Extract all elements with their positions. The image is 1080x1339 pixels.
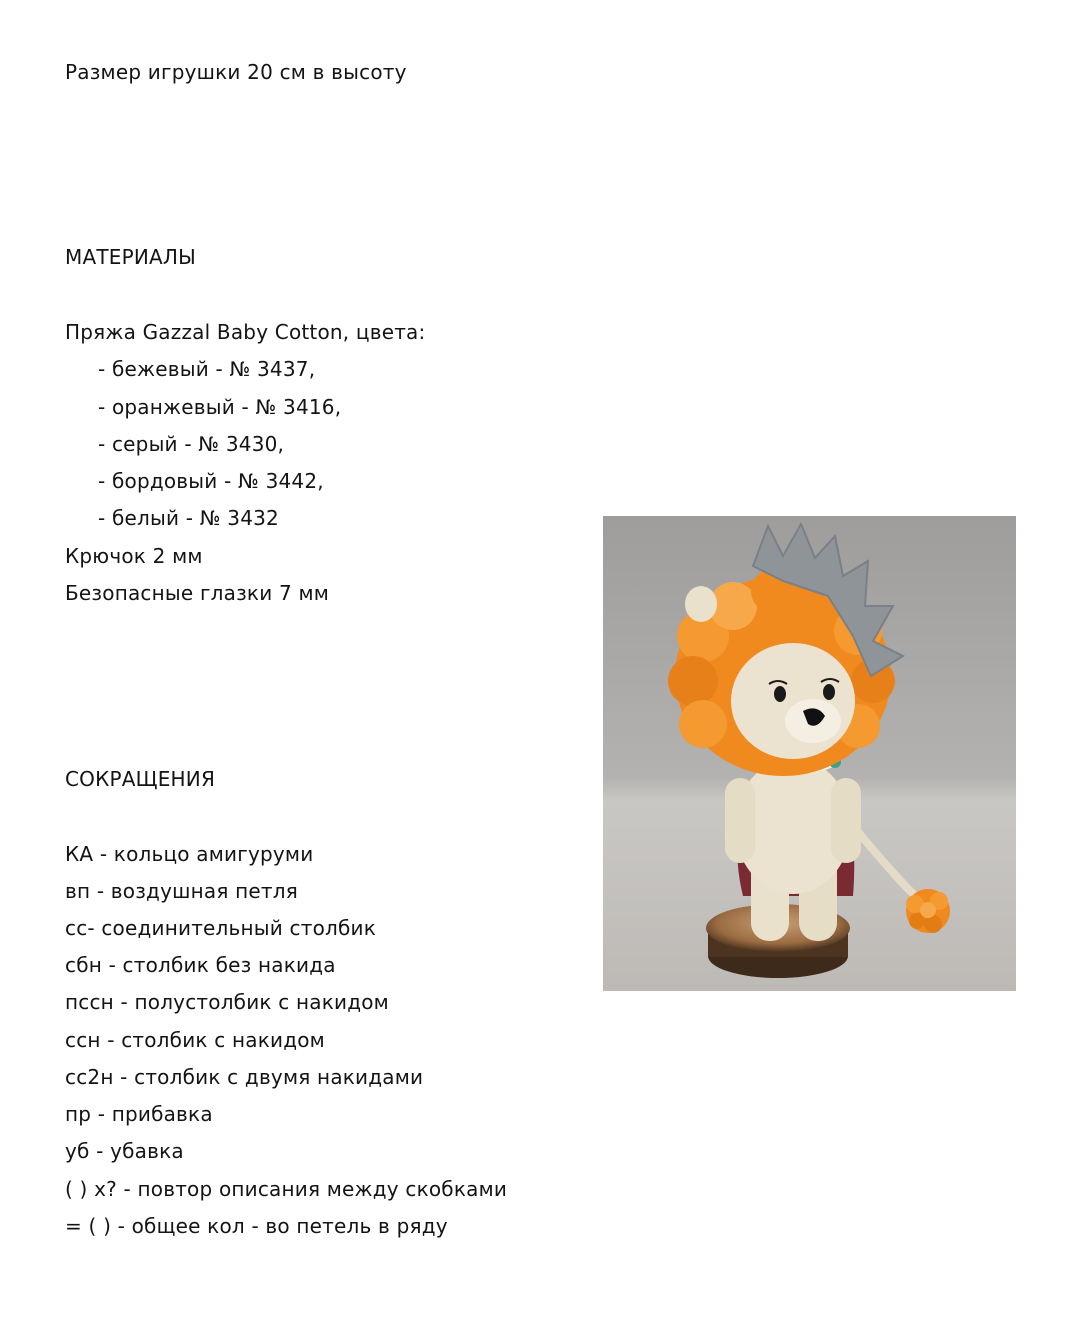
color-item: - бежевый - № 3437, bbox=[98, 357, 316, 381]
abbreviation-item: сс- соединительный столбик bbox=[65, 916, 377, 940]
left-eye bbox=[774, 686, 786, 702]
yarn-text: Пряжа Gazzal Baby Cotton, цвета: bbox=[65, 320, 426, 344]
abbreviation-item: уб - убавка bbox=[65, 1139, 184, 1163]
abbreviation-item: вп - воздушная петля bbox=[65, 879, 298, 903]
right-eye bbox=[823, 684, 835, 700]
eyes-text: Безопасные глазки 7 мм bbox=[65, 581, 330, 605]
lion-ear bbox=[685, 586, 717, 622]
toy-size-text: Размер игрушки 20 см в высоту bbox=[65, 60, 407, 84]
abbreviation-item: ( ) х? - повтор описания между скобками bbox=[65, 1177, 508, 1201]
abbreviation-item: пссн - полустолбик с накидом bbox=[65, 990, 389, 1014]
abbreviation-item: сбн - столбик без накида bbox=[65, 953, 336, 977]
color-item: - серый - № 3430, bbox=[98, 432, 285, 456]
lion-toy-photo bbox=[603, 516, 1016, 991]
abbreviation-item: КА - кольцо амигуруми bbox=[65, 842, 314, 866]
lion-face bbox=[731, 643, 855, 759]
color-item: - белый - № 3432 bbox=[98, 506, 279, 530]
color-item: - оранжевый - № 3416, bbox=[98, 395, 342, 419]
abbreviations-heading: СОКРАЩЕНИЯ bbox=[65, 767, 216, 791]
color-item: - бордовый - № 3442, bbox=[98, 469, 324, 493]
abbreviation-item: ссн - столбик с накидом bbox=[65, 1028, 325, 1052]
hook-text: Крючок 2 мм bbox=[65, 544, 203, 568]
abbreviation-item: = ( ) - общее кол - во петель в ряду bbox=[65, 1214, 448, 1238]
abbreviation-item: пр - прибавка bbox=[65, 1102, 213, 1126]
materials-heading: МАТЕРИАЛЫ bbox=[65, 245, 196, 269]
abbreviation-item: сс2н - столбик с двумя накидами bbox=[65, 1065, 424, 1089]
